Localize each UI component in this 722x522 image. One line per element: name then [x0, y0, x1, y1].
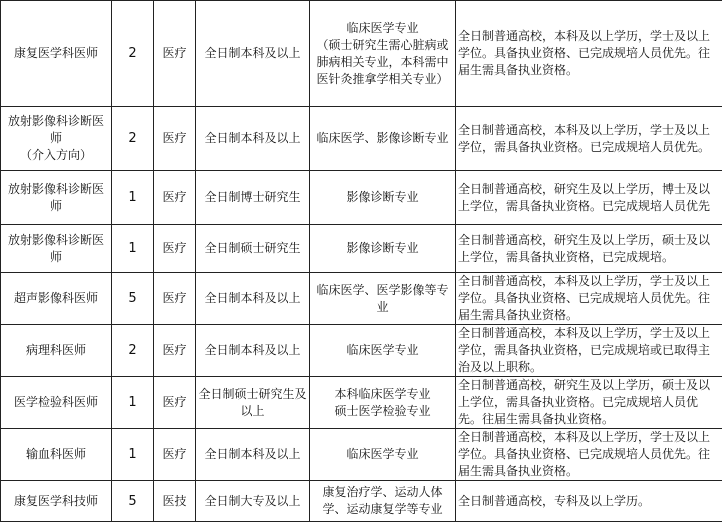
count-cell: 1	[112, 377, 154, 429]
category-cell: 医疗	[154, 171, 196, 225]
major-cell: 康复治疗学、运动人体学、运动康复学等专业	[310, 481, 456, 522]
count-cell: 5	[112, 273, 154, 325]
education-cell: 全日制大专及以上	[196, 481, 310, 522]
position-cell: 超声影像科医师	[1, 273, 112, 325]
requirements-cell: 全日制普通高校，本科及以上学历，学士及以上学位，需具备执业资格。已完成规培人员优先。	[456, 107, 722, 171]
education-cell: 全日制本科及以上	[196, 107, 310, 171]
category-cell: 医疗	[154, 325, 196, 377]
requirements-cell: 全日制普通高校，本科及以上学历，学士及以上学位。具备执业资格、已完成规培人员优先。往届生需具备执业资格。	[456, 429, 722, 481]
major-cell: 临床医学专业 （硕士研究生需心脏病或肺病相关专业，本科需中医针灸推拿学相关专业）	[310, 1, 456, 107]
major-cell: 临床医学专业	[310, 429, 456, 481]
requirements-cell: 全日制普通高校，专科及以上学历。	[456, 481, 722, 522]
table-row	[1, 429, 722, 481]
position-cell: 放射影像科诊断医师	[1, 225, 112, 273]
education-cell: 全日制本科及以上	[196, 1, 310, 107]
count-cell: 1	[112, 429, 154, 481]
requirements-cell: 全日制普通高校，研究生及以上学历，硕士及以上学位，需具备执业资格。已完成规培人员优先。往届生需具备执业资格。	[456, 377, 722, 429]
category-cell: 医疗	[154, 377, 196, 429]
table-row	[1, 481, 722, 522]
category-cell: 医疗	[154, 1, 196, 107]
education-cell: 全日制本科及以上	[196, 273, 310, 325]
requirements-cell: 全日制普通高校，研究生及以上学历，硕士及以上学位，需具备执业资格，已完成规培。	[456, 225, 722, 273]
category-cell: 医疗	[154, 107, 196, 171]
major-cell: 临床医学、影像诊断专业	[310, 107, 456, 171]
education-cell: 全日制本科及以上	[196, 429, 310, 481]
position-cell: 放射影像科诊断医师	[1, 171, 112, 225]
major-cell: 本科临床医学专业 硕士医学检验专业	[310, 377, 456, 429]
education-cell: 全日制本科及以上	[196, 325, 310, 377]
table-row	[1, 325, 722, 377]
requirements-cell: 全日制普通高校，本科及以上学历，学士及以上学位。具备执业资格、已完成规培人员优先。往届生需具备执业资格。	[456, 1, 722, 107]
position-cell: 医学检验科医师	[1, 377, 112, 429]
position-cell: 输血科医师	[1, 429, 112, 481]
requirements-cell: 全日制普通高校，研究生及以上学历，博士及以上学位，需具备执业资格。已完成规培人员优先	[456, 171, 722, 225]
education-cell: 全日制硕士研究生	[196, 225, 310, 273]
position-cell: 康复医学科医师	[1, 1, 112, 107]
category-cell: 医疗	[154, 429, 196, 481]
count-cell: 1	[112, 225, 154, 273]
position-cell: 病理科医师	[1, 325, 112, 377]
count-cell: 2	[112, 325, 154, 377]
table-row	[1, 1, 722, 107]
education-cell: 全日制硕士研究生及以上	[196, 377, 310, 429]
category-cell: 医疗	[154, 273, 196, 325]
table-row	[1, 273, 722, 325]
position-cell: 康复医学科技师	[1, 481, 112, 522]
category-cell: 医疗	[154, 225, 196, 273]
table-body	[1, 1, 722, 522]
major-cell: 临床医学专业	[310, 325, 456, 377]
major-cell: 影像诊断专业	[310, 171, 456, 225]
table-row	[1, 171, 722, 225]
count-cell: 5	[112, 481, 154, 522]
table-row	[1, 107, 722, 171]
requirements-cell: 全日制普通高校，本科及以上学历，学士及以上学位，需具备执业资格，已完成规培或已取得主治及以上职称。	[456, 325, 722, 377]
major-cell: 影像诊断专业	[310, 225, 456, 273]
education-cell: 全日制博士研究生	[196, 171, 310, 225]
count-cell: 2	[112, 107, 154, 171]
table-row	[1, 225, 722, 273]
position-cell: 放射影像科诊断医师 （介入方向）	[1, 107, 112, 171]
count-cell: 1	[112, 171, 154, 225]
count-cell: 2	[112, 1, 154, 107]
major-cell: 临床医学、医学影像等专业	[310, 273, 456, 325]
requirements-cell: 全日制普通高校，本科及以上学历，学士及以上学位。具备执业资格、已完成规培人员优先。往届生需具备执业资格。	[456, 273, 722, 325]
table-row	[1, 377, 722, 429]
category-cell: 医技	[154, 481, 196, 522]
